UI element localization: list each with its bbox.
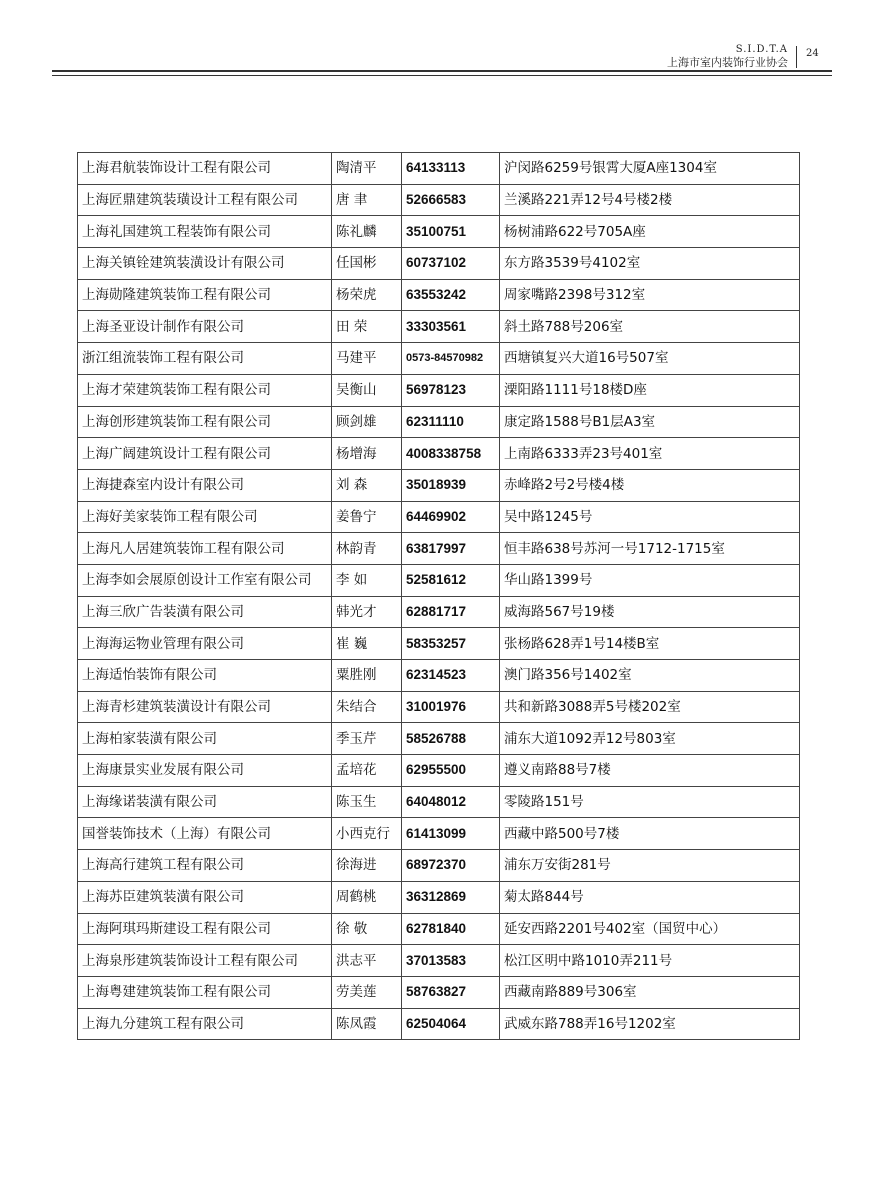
phone-cell: 64133113 xyxy=(402,153,500,185)
address-cell: 恒丰路638号苏河一号1712-1715室 xyxy=(500,533,800,565)
address-cell: 华山路1399号 xyxy=(500,564,800,596)
company-name-cell: 上海好美家装饰工程有限公司 xyxy=(78,501,332,533)
address-cell: 杨树浦路622号705A座 xyxy=(500,216,800,248)
header-rule-thick xyxy=(52,70,832,72)
contact-person-cell: 马建平 xyxy=(332,343,402,375)
table-row xyxy=(78,755,800,787)
page-number: 24 xyxy=(806,48,819,59)
company-name-cell: 上海三欣广告装潢有限公司 xyxy=(78,596,332,628)
table-row xyxy=(78,723,800,755)
phone-cell: 62881717 xyxy=(402,596,500,628)
table-row xyxy=(78,279,800,311)
company-name-cell: 上海适怡装饰有限公司 xyxy=(78,660,332,692)
contact-person-cell: 粟胜刚 xyxy=(332,660,402,692)
phone-cell: 58763827 xyxy=(402,976,500,1008)
company-name-cell: 浙江组流装饰工程有限公司 xyxy=(78,343,332,375)
contact-person-cell: 杨增海 xyxy=(332,438,402,470)
table-row xyxy=(78,1008,800,1040)
phone-cell: 31001976 xyxy=(402,691,500,723)
address-cell: 兰溪路221弄12号4号楼2楼 xyxy=(500,184,800,216)
company-name-cell: 上海康景实业发展有限公司 xyxy=(78,755,332,787)
table-row xyxy=(78,501,800,533)
company-directory-table xyxy=(77,152,800,1040)
table-row xyxy=(78,818,800,850)
phone-cell: 35100751 xyxy=(402,216,500,248)
address-cell: 西塘镇复兴大道16号507室 xyxy=(500,343,800,375)
contact-person-cell: 周鹤桃 xyxy=(332,881,402,913)
contact-person-cell: 徐 敬 xyxy=(332,913,402,945)
contact-person-cell: 吴衡山 xyxy=(332,374,402,406)
table-row xyxy=(78,850,800,882)
header-rule-thin xyxy=(52,75,832,76)
phone-cell: 62781840 xyxy=(402,913,500,945)
address-cell: 康定路1588号B1层A3室 xyxy=(500,406,800,438)
contact-person-cell: 韩光才 xyxy=(332,596,402,628)
company-name-cell: 上海创形建筑装饰工程有限公司 xyxy=(78,406,332,438)
company-name-cell: 上海才荣建筑装饰工程有限公司 xyxy=(78,374,332,406)
address-cell: 溧阳路1111号18楼D座 xyxy=(500,374,800,406)
phone-cell: 61413099 xyxy=(402,818,500,850)
contact-person-cell: 徐海进 xyxy=(332,850,402,882)
company-name-cell: 上海青杉建筑装潢设计有限公司 xyxy=(78,691,332,723)
contact-person-cell: 唐 聿 xyxy=(332,184,402,216)
phone-cell: 35018939 xyxy=(402,469,500,501)
contact-person-cell: 林韵青 xyxy=(332,533,402,565)
contact-person-cell: 刘 森 xyxy=(332,469,402,501)
contact-person-cell: 姜鲁宁 xyxy=(332,501,402,533)
contact-person-cell: 任国彬 xyxy=(332,248,402,280)
address-cell: 零陵路151号 xyxy=(500,786,800,818)
phone-cell: 60737102 xyxy=(402,248,500,280)
address-cell: 吴中路1245号 xyxy=(500,501,800,533)
phone-cell: 56978123 xyxy=(402,374,500,406)
contact-person-cell: 陈礼麟 xyxy=(332,216,402,248)
phone-cell: 33303561 xyxy=(402,311,500,343)
table-row xyxy=(78,153,800,185)
address-cell: 浦东大道1092弄12号803室 xyxy=(500,723,800,755)
phone-cell: 36312869 xyxy=(402,881,500,913)
address-cell: 西藏中路500号7楼 xyxy=(500,818,800,850)
company-name-cell: 上海九分建筑工程有限公司 xyxy=(78,1008,332,1040)
address-cell: 沪闵路6259号银霄大厦A座1304室 xyxy=(500,153,800,185)
table-row xyxy=(78,564,800,596)
company-name-cell: 上海泉彤建筑装饰设计工程有限公司 xyxy=(78,945,332,977)
contact-person-cell: 陈凤霞 xyxy=(332,1008,402,1040)
phone-cell: 63553242 xyxy=(402,279,500,311)
company-name-cell: 上海李如会展原创设计工作室有限公司 xyxy=(78,564,332,596)
phone-cell: 62955500 xyxy=(402,755,500,787)
contact-person-cell: 李 如 xyxy=(332,564,402,596)
address-cell: 西藏南路889号306室 xyxy=(500,976,800,1008)
address-cell: 松江区明中路1010弄211号 xyxy=(500,945,800,977)
phone-cell: 63817997 xyxy=(402,533,500,565)
company-name-cell: 上海礼国建筑工程装饰有限公司 xyxy=(78,216,332,248)
address-cell: 菊太路844号 xyxy=(500,881,800,913)
phone-cell: 52666583 xyxy=(402,184,500,216)
address-cell: 遵义南路88号7楼 xyxy=(500,755,800,787)
company-name-cell: 国誉装饰技术（上海）有限公司 xyxy=(78,818,332,850)
phone-cell: 0573-84570982 xyxy=(402,343,500,375)
address-cell: 共和新路3088弄5号楼202室 xyxy=(500,691,800,723)
table-row xyxy=(78,343,800,375)
table-row xyxy=(78,533,800,565)
address-cell: 张杨路628弄1号14楼B室 xyxy=(500,628,800,660)
phone-cell: 62504064 xyxy=(402,1008,500,1040)
phone-cell: 4008338758 xyxy=(402,438,500,470)
contact-person-cell: 田 荣 xyxy=(332,311,402,343)
contact-person-cell: 洪志平 xyxy=(332,945,402,977)
phone-cell: 58353257 xyxy=(402,628,500,660)
table-row xyxy=(78,913,800,945)
company-name-cell: 上海苏臣建筑装潢有限公司 xyxy=(78,881,332,913)
phone-cell: 37013583 xyxy=(402,945,500,977)
company-name-cell: 上海粤建建筑装饰工程有限公司 xyxy=(78,976,332,1008)
table-row xyxy=(78,374,800,406)
contact-person-cell: 杨荣虎 xyxy=(332,279,402,311)
contact-person-cell: 孟培花 xyxy=(332,755,402,787)
address-cell: 武威东路788弄16号1202室 xyxy=(500,1008,800,1040)
header-divider xyxy=(796,46,797,68)
table-row xyxy=(78,596,800,628)
phone-cell: 58526788 xyxy=(402,723,500,755)
company-name-cell: 上海阿琪玛斯建设工程有限公司 xyxy=(78,913,332,945)
contact-person-cell: 劳美莲 xyxy=(332,976,402,1008)
contact-person-cell: 小西克行 xyxy=(332,818,402,850)
address-cell: 威海路567号19楼 xyxy=(500,596,800,628)
table-row xyxy=(78,660,800,692)
table-row xyxy=(78,881,800,913)
company-name-cell: 上海关镇铨建筑装潢设计有限公司 xyxy=(78,248,332,280)
company-name-cell: 上海圣亚设计制作有限公司 xyxy=(78,311,332,343)
company-name-cell: 上海君航装饰设计工程有限公司 xyxy=(78,153,332,185)
contact-person-cell: 陈玉生 xyxy=(332,786,402,818)
table-row xyxy=(78,406,800,438)
contact-person-cell: 顾剑雄 xyxy=(332,406,402,438)
phone-cell: 64469902 xyxy=(402,501,500,533)
header-org-name: 上海市室内装饰行业协会 xyxy=(667,56,788,69)
phone-cell: 62314523 xyxy=(402,660,500,692)
table-row xyxy=(78,438,800,470)
page-header xyxy=(667,44,788,70)
company-name-cell: 上海勋隆建筑装饰工程有限公司 xyxy=(78,279,332,311)
table-row xyxy=(78,248,800,280)
address-cell: 延安西路2201号402室（国贸中心） xyxy=(500,913,800,945)
company-name-cell: 上海匠鼎建筑装璜设计工程有限公司 xyxy=(78,184,332,216)
company-name-cell: 上海凡人居建筑装饰工程有限公司 xyxy=(78,533,332,565)
contact-person-cell: 陶清平 xyxy=(332,153,402,185)
table-row xyxy=(78,216,800,248)
address-cell: 周家嘴路2398号312室 xyxy=(500,279,800,311)
table-row xyxy=(78,786,800,818)
address-cell: 上南路6333弄23号401室 xyxy=(500,438,800,470)
address-cell: 赤峰路2号2号楼4楼 xyxy=(500,469,800,501)
table-row xyxy=(78,945,800,977)
contact-person-cell: 朱结合 xyxy=(332,691,402,723)
company-name-cell: 上海柏家装潢有限公司 xyxy=(78,723,332,755)
table-row xyxy=(78,469,800,501)
company-name-cell: 上海缘诺装潢有限公司 xyxy=(78,786,332,818)
table-row xyxy=(78,184,800,216)
table-row xyxy=(78,976,800,1008)
contact-person-cell: 崔 巍 xyxy=(332,628,402,660)
company-name-cell: 上海海运物业管理有限公司 xyxy=(78,628,332,660)
table-row xyxy=(78,628,800,660)
address-cell: 斜土路788号206室 xyxy=(500,311,800,343)
address-cell: 浦东万安街281号 xyxy=(500,850,800,882)
header-abbr: S.I.D.T.A xyxy=(735,44,788,55)
phone-cell: 68972370 xyxy=(402,850,500,882)
address-cell: 澳门路356号1402室 xyxy=(500,660,800,692)
table-row xyxy=(78,691,800,723)
company-name-cell: 上海广阔建筑设计工程有限公司 xyxy=(78,438,332,470)
company-name-cell: 上海高行建筑工程有限公司 xyxy=(78,850,332,882)
phone-cell: 52581612 xyxy=(402,564,500,596)
table-row xyxy=(78,311,800,343)
phone-cell: 62311110 xyxy=(402,406,500,438)
company-name-cell: 上海捷森室内设计有限公司 xyxy=(78,469,332,501)
contact-person-cell: 季玉芹 xyxy=(332,723,402,755)
phone-cell: 64048012 xyxy=(402,786,500,818)
address-cell: 东方路3539号4102室 xyxy=(500,248,800,280)
